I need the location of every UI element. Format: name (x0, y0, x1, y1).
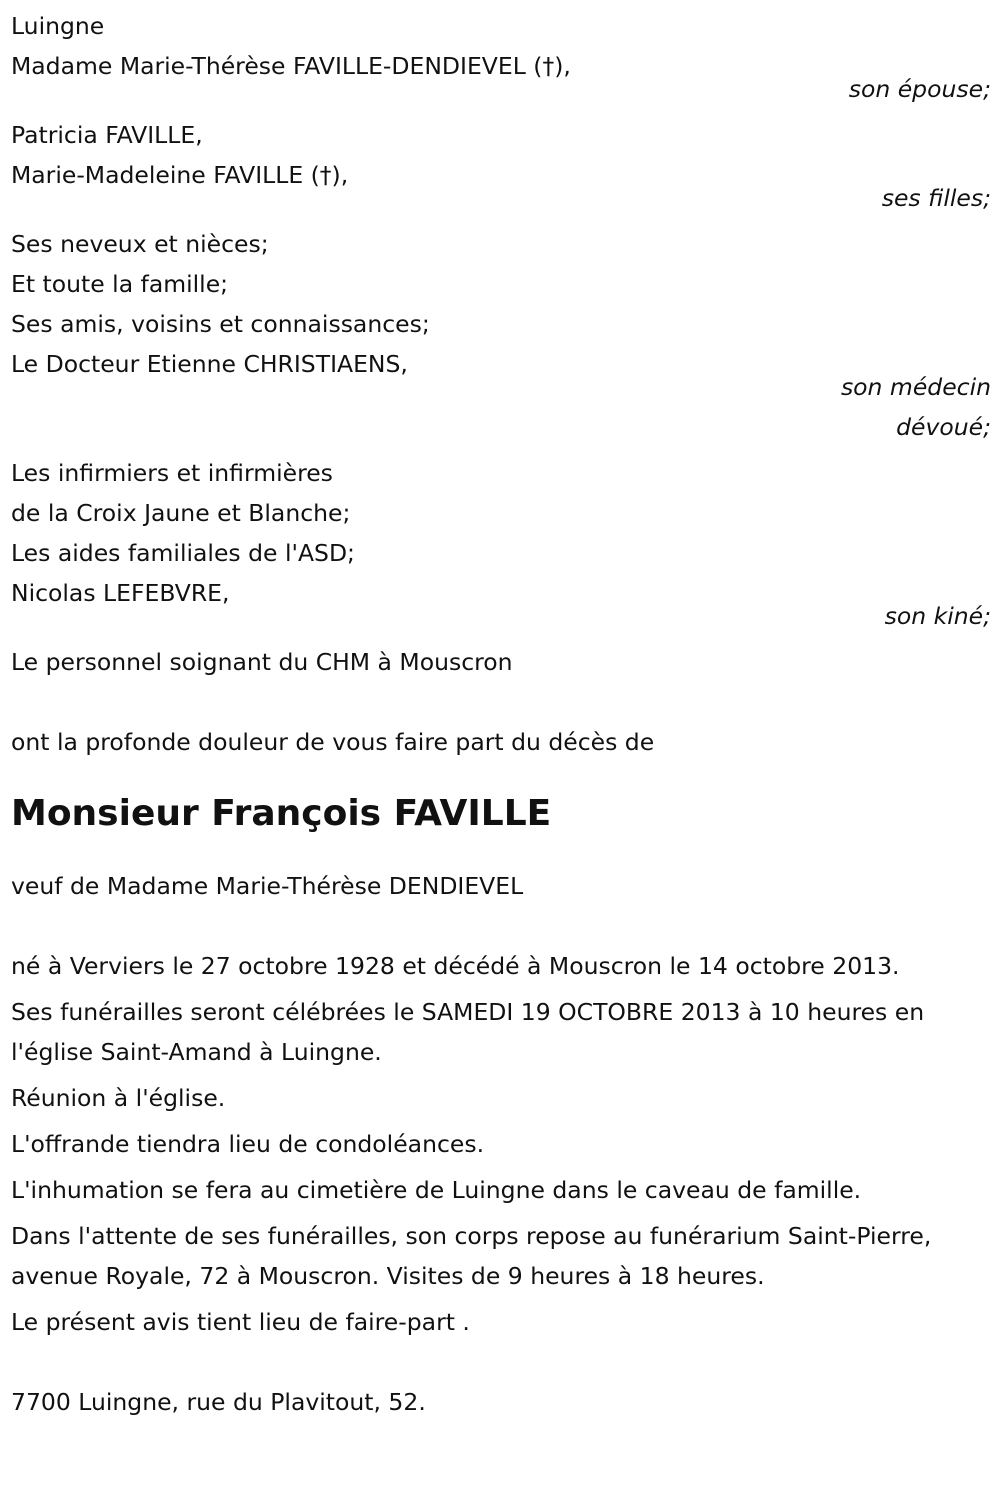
staff-line: Le personnel soignant du CHM à Mouscron (11, 648, 513, 676)
daughter-line: Marie-Madeleine FAVILLE (†), (11, 161, 349, 189)
relatives-line: Ses amis, voisins et connaissances; (11, 310, 430, 338)
offering-paragraph: L'offrande tiendra lieu de condoléances. (11, 1130, 485, 1158)
obituary-notice (11, 6, 991, 1422)
relatives-line: Ses neveux et nièces; (11, 230, 269, 258)
relatives-line: Le Docteur Etienne CHRISTIAENS, (11, 350, 408, 378)
notice-paragraph: Le présent avis tient lieu de faire-part . (11, 1308, 470, 1336)
spouse-role: son épouse; (848, 75, 991, 103)
carers-line: Nicolas LEFEBVRE, (11, 579, 230, 607)
spouse-line: Madame Marie-Thérèse FAVILLE-DENDIEVEL (†), (11, 52, 571, 80)
town-header: Luingne (11, 12, 105, 40)
doctor-role: dévoué; (896, 413, 991, 441)
meeting-paragraph: Réunion à l'église. (11, 1084, 226, 1112)
physio-role: son kiné; (884, 602, 991, 630)
relatives-line: Et toute la famille; (11, 270, 229, 298)
repose-paragraph: Dans l'attente de ses funérailles, son corps repose au funérarium Saint-Pierre, avenue Royale, 72 à Mouscron. Visites de 9 heures à 18 heures. (11, 1222, 932, 1290)
funeral-paragraph: Ses funérailles seront célébrées le SAMEDI 19 OCTOBRE 2013 à 10 heures en l'église Saint-Amand à Luingne. (11, 998, 925, 1066)
intro-line: ont la profonde douleur de vous faire part du décès de (11, 728, 655, 756)
doctor-role: son médecin (840, 373, 991, 401)
daughters-role: ses filles; (881, 184, 991, 212)
address-line: 7700 Luingne, rue du Plavitout, 52. (11, 1388, 426, 1416)
carers-line: Les infirmiers et infirmières (11, 459, 333, 487)
birth-death-paragraph: né à Verviers le 27 octobre 1928 et décédé à Mouscron le 14 octobre 2013. (11, 952, 900, 980)
deceased-name: Monsieur François FAVILLE (11, 793, 552, 834)
burial-paragraph: L'inhumation se fera au cimetière de Luingne dans le caveau de famille. (11, 1176, 862, 1204)
carers-line: Les aides familiales de l'ASD; (11, 539, 355, 567)
carers-line: de la Croix Jaune et Blanche; (11, 499, 351, 527)
daughter-line: Patricia FAVILLE, (11, 121, 203, 149)
widower-line: veuf de Madame Marie-Thérèse DENDIEVEL (11, 872, 524, 900)
